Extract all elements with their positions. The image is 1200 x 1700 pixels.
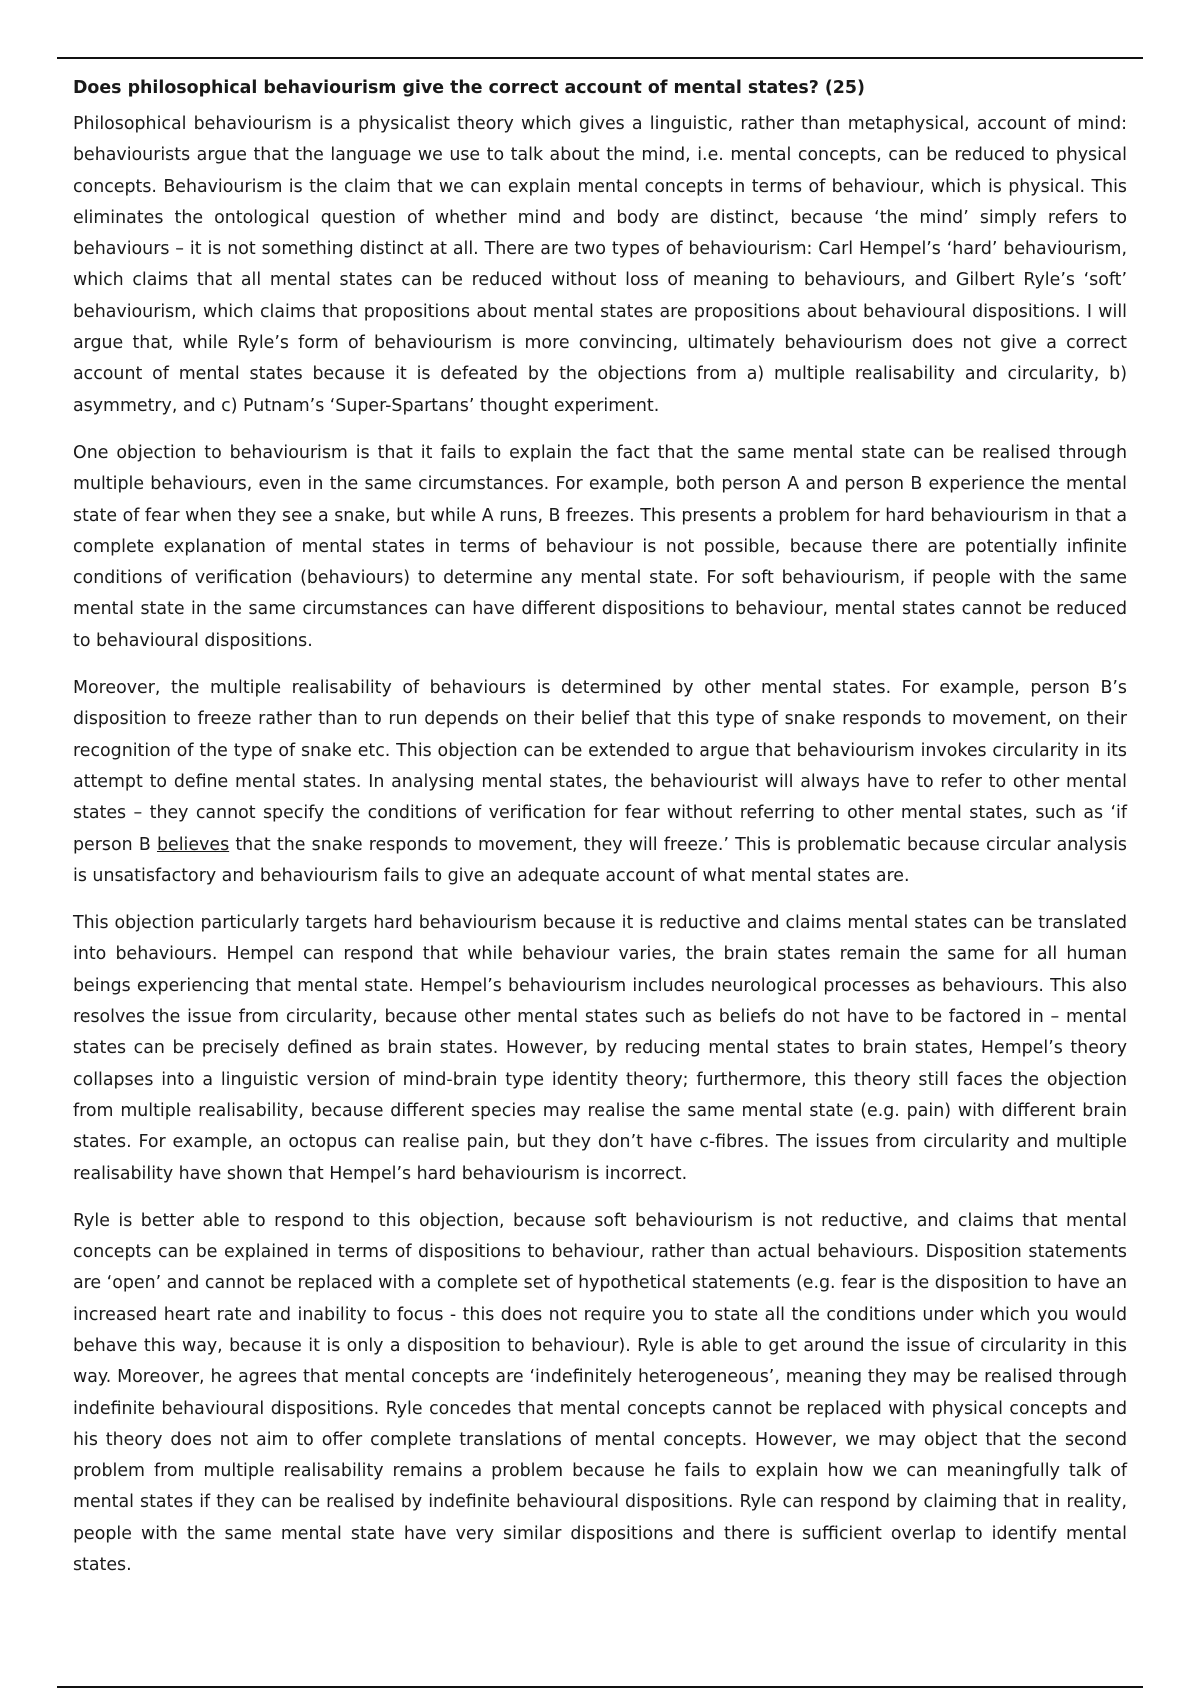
paragraph-text: Ryle is better able to respond to this objection, because soft behaviourism is not reductive, and claims that mental concepts can be explained in terms of dispositions to behaviour, rather than actual behaviours. Disposition statements are ‘open’ and cannot be replaced with a complete set of hypothetical statements (e.g. fear is the disposition to have an increased heart rate and inability to focus - this does not require you to state all the conditions under which you would behave this way, because it is only a disposition to behaviour). Ryle is able to get around the issue of circularity in this way. Moreover, he agrees that mental concepts are ‘indefinitely heterogeneous’, meaning they may be realised through indefinite behavioural dispositions. Ryle concedes that mental concepts cannot be replaced with physical concepts and his theory does not aim to offer complete translations of mental concepts. However, we may object that the second problem from multiple realisability remains a problem because he fails to explain how we can meaningfully talk of mental states if they can be realised by indefinite behavioural dispositions. Ryle can respond by claiming that in reality, people with the same mental state have very similar dispositions and there is sufficient overlap to identify mental states. [73, 1210, 1127, 1576]
paragraph-introduction [73, 109, 1127, 422]
paragraph-text: that the snake responds to movement, they will freeze.’ This is problematic because circular analysis is unsatisfactory and behaviourism fails to give an adequate account of what mental states are. [73, 834, 1127, 886]
bottom-rule [57, 1686, 1143, 1688]
document-body [73, 76, 1127, 1597]
paragraph-multiple-realisability [73, 438, 1127, 657]
paragraph-circularity [73, 673, 1127, 892]
paragraph-text: Philosophical behaviourism is a physicalist theory which gives a linguistic, rather than metaphysical, account of mind: behaviourists argue that the language we use to talk about the mind, i.e. mental concepts, can be reduced to physical concepts. Behaviourism is the claim that we can explain mental concepts in terms of behaviour, which is physical. This eliminates the ontological question of whether mind and body are distinct, because ‘the mind’ simply refers to behaviours – it is not something distinct at all. There are two types of behaviourism: Carl Hempel’s ‘hard’ behaviourism, which claims that all mental states can be reduced without loss of meaning to behaviours, and Gilbert Ryle’s ‘soft’ behaviourism, which claims that propositions about mental states are propositions about behavioural dispositions. I will argue that, while Ryle’s form of behaviourism is more convincing, ultimately behaviourism does not give a correct account of mental states because it is defeated by the objections from a) multiple realisability and circularity, b) asymmetry, and c) Putnam’s ‘Super-Spartans’ thought experiment. [73, 114, 1127, 416]
paragraph-hempel-response [73, 908, 1127, 1190]
paragraph-text: This objection particularly targets hard behaviourism because it is reductive and claims mental states can be translated into behaviours. Hempel can respond that while behaviour varies, the brain states remain the same for all human beings experiencing that mental state. Hempel’s behaviourism includes neurological processes as behaviours. This also resolves the issue from circularity, because other mental states such as beliefs do not have to be factored in – mental states can be precisely defined as brain states. However, by reducing mental states to brain states, Hempel’s theory collapses into a linguistic version of mind-brain type identity theory; furthermore, this theory still faces the objection from multiple realisability, because different species may realise the same mental state (e.g. pain) with different brain states. For example, an octopus can realise pain, but they don’t have c-fibres. The issues from circularity and multiple realisability have shown that Hempel’s hard behaviourism is incorrect. [73, 913, 1127, 1184]
paragraph-ryle-response [73, 1206, 1127, 1582]
paragraph-text: Moreover, the multiple realisability of behaviours is determined by other mental states. For example, person B’s disposition to freeze rather than to run depends on their belief that this type of snake responds to movement, on their recognition of the type of snake etc. This objection can be extended to argue that behaviourism invokes circularity in its attempt to define mental states. In analysing mental states, the behaviourist will always have to refer to other mental states – they cannot specify the conditions of verification for fear without referring to other mental states, such as ‘if person B [73, 678, 1127, 855]
top-rule [57, 57, 1143, 59]
essay-title: Does philosophical behaviourism give the correct account of mental states? (25) [73, 78, 865, 98]
underlined-word-believes: believes [156, 834, 230, 855]
paragraph-text: One objection to behaviourism is that it fails to explain the fact that the same mental state can be realised through multiple behaviours, even in the same circumstances. For example, both person A and person B experience the mental state of fear when they see a snake, but while A runs, B freezes. This presents a problem for hard behaviourism in that a complete explanation of mental states in terms of behaviour is not possible, because there are potentially infinite conditions of verification (behaviours) to determine any mental state. For soft behaviourism, if people with the same mental state in the same circumstances can have different dispositions to behaviour, mental states cannot be reduced to behavioural dispositions. [73, 442, 1127, 651]
